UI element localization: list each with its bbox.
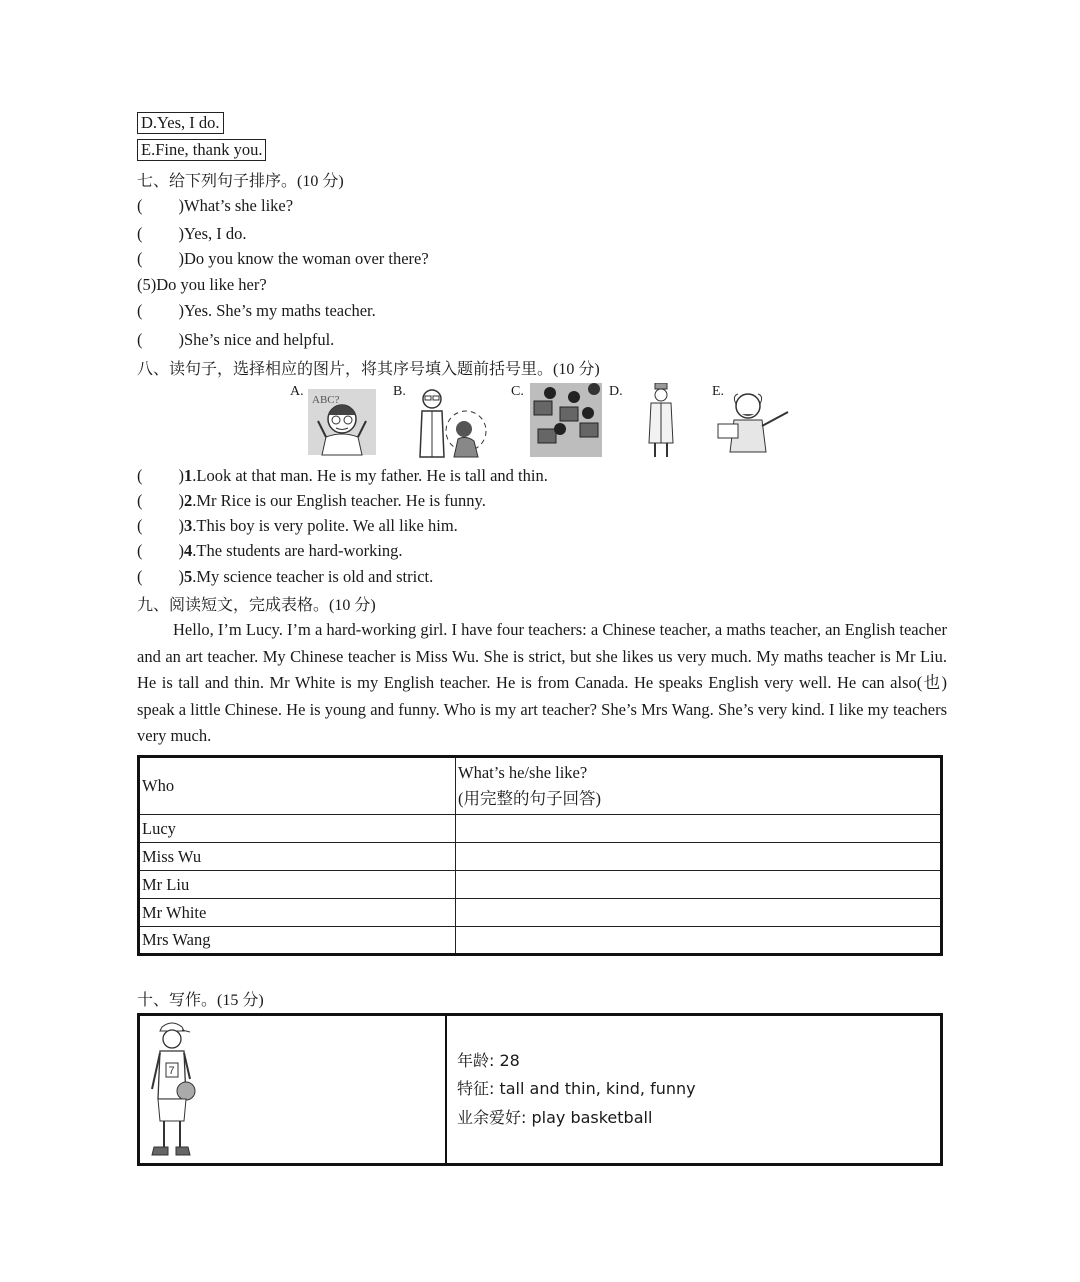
answer-blank-open: ( [137,466,143,485]
row-who: Mr Liu [139,871,456,899]
svg-text:ABC?: ABC? [312,394,340,406]
answer-blank-close: ) [178,301,184,320]
picture-c-students-computers [530,383,602,457]
picture-label-a: A. [290,384,304,399]
table-row [139,843,942,871]
row-answer-blank[interactable] [456,927,942,955]
answer-blank-close: ) [178,466,184,485]
answer-blank-close: ) [178,491,184,510]
info-age: 年龄: 28 [457,1051,520,1070]
answer-blank-close: ) [178,224,184,243]
writing-box [137,1013,943,1166]
passage-text: Hello, I’m Lucy. I’m a hard-working girl. I have four teachers: a Chinese teacher, a maths teacher, an English teacher and an art teacher. My Chinese teacher is Miss Wu. She is strict, but she likes us very much. My maths teacher is Mr Liu. He is tall and thin. Mr White is my English teacher. He is from Canada. He speaks English very well. He can also(也) speak a little Chinese. He is young and funny. Who is my art teacher? She’s Mrs Wang. She’s very kind. I like my teachers very much. [137,620,947,746]
section10-points: (15 分) [217,992,264,1009]
table-row [139,899,942,927]
picture-d-standing-person [643,383,679,459]
sentence: Yes, I do. [184,224,247,243]
answer-blank-close: ) [178,330,184,349]
row-who: Mrs Wang [139,927,456,955]
answer-blank-open: ( [137,516,143,535]
info-hobby: 业余爱好: play basketball [457,1108,653,1127]
section7-item [137,224,247,244]
answer-blank-open: (5) [137,275,157,294]
table-row [139,815,942,843]
picture-label-e: E. [712,384,725,399]
section7-heading [137,168,344,191]
section8-item [137,567,433,587]
section10-heading [137,987,264,1010]
header-like [456,757,942,815]
section8-item [137,541,403,561]
jersey-number: 7 [168,1065,175,1077]
item-number: 2 [184,491,193,510]
picture-b-man-and-child [412,385,500,459]
section8-item [137,491,486,511]
basketball-player-picture [144,1019,200,1161]
header-like-question: What’s he/she like? [458,763,588,782]
section8-title: 八、读句子，选择相应的图片，将其序号填入题前括号里。 [137,359,554,378]
section10-title: 十、写作。 [137,990,218,1009]
table-row [139,927,942,955]
item-number: 1 [184,466,193,485]
section9-points: (10 分) [329,597,376,614]
sentence: What’s she like? [184,196,294,215]
option-d: D.Yes, I do. [137,112,224,134]
section8-points: (10 分) [553,361,600,378]
item-number: 3 [184,516,193,535]
section7-item [137,275,267,295]
info-features: 特征: tall and thin, kind, funny [457,1079,696,1098]
answer-blank-open: ( [137,541,143,560]
section9-table [137,755,943,956]
row-who: Mr White [139,899,456,927]
sentence: .My science teacher is old and strict. [192,567,434,586]
writing-box-divider [445,1016,447,1163]
row-answer-blank[interactable] [456,899,942,927]
row-answer-blank[interactable] [456,815,942,843]
row-answer-blank[interactable] [456,871,942,899]
reading-passage [137,617,947,750]
answer-blank-open: ( [137,330,143,349]
section8-heading [137,356,600,379]
section8-item [137,466,548,486]
sentence: .The students are hard-working. [192,541,403,560]
sentence: Yes. She’s my maths teacher. [184,301,376,320]
row-who: Miss Wu [139,843,456,871]
sentence: Do you like her? [156,275,267,294]
item-number: 5 [184,567,193,586]
section8-item [137,516,458,536]
picture-label-c: C. [511,384,524,399]
sentence: .This boy is very polite. We all like him. [192,516,458,535]
picture-e-old-teacher [714,386,792,456]
picture-label-b: B. [393,384,406,399]
header-who: Who [139,757,456,815]
answer-blank-open: ( [137,196,143,215]
answer-blank-open: ( [137,249,143,268]
section9-heading [137,592,376,615]
sentence: She’s nice and helpful. [184,330,335,349]
sentence: .Mr Rice is our English teacher. He is funny. [192,491,486,510]
sentence: Do you know the woman over there? [184,249,429,268]
section7-item [137,249,429,269]
header-like-instruction: (用完整的句子回答) [458,789,601,808]
answer-blank-open: ( [137,491,143,510]
picture-label-d: D. [609,384,623,399]
answer-blank-close: ) [178,249,184,268]
table-row [139,871,942,899]
section7-title: 七、给下列句子排序。 [137,171,298,190]
answer-blank-close: ) [178,541,184,560]
row-who: Lucy [139,815,456,843]
section7-item [137,196,293,216]
answer-blank-close: ) [178,516,184,535]
answer-blank-open: ( [137,301,143,320]
answer-blank-close: ) [178,567,184,586]
item-number: 4 [184,541,193,560]
section9-title: 九、阅读短文，完成表格。 [137,595,330,614]
section7-item [137,301,376,321]
option-e: E.Fine, thank you. [137,139,266,161]
answer-blank-close: ) [178,196,184,215]
answer-blank-open: ( [137,224,143,243]
sentence: .Look at that man. He is my father. He is tall and thin. [192,466,548,485]
row-answer-blank[interactable] [456,843,942,871]
section7-item [137,330,334,350]
picture-a-confused-boy [308,385,378,457]
answer-blank-open: ( [137,567,143,586]
section7-points: (10 分) [297,173,344,190]
